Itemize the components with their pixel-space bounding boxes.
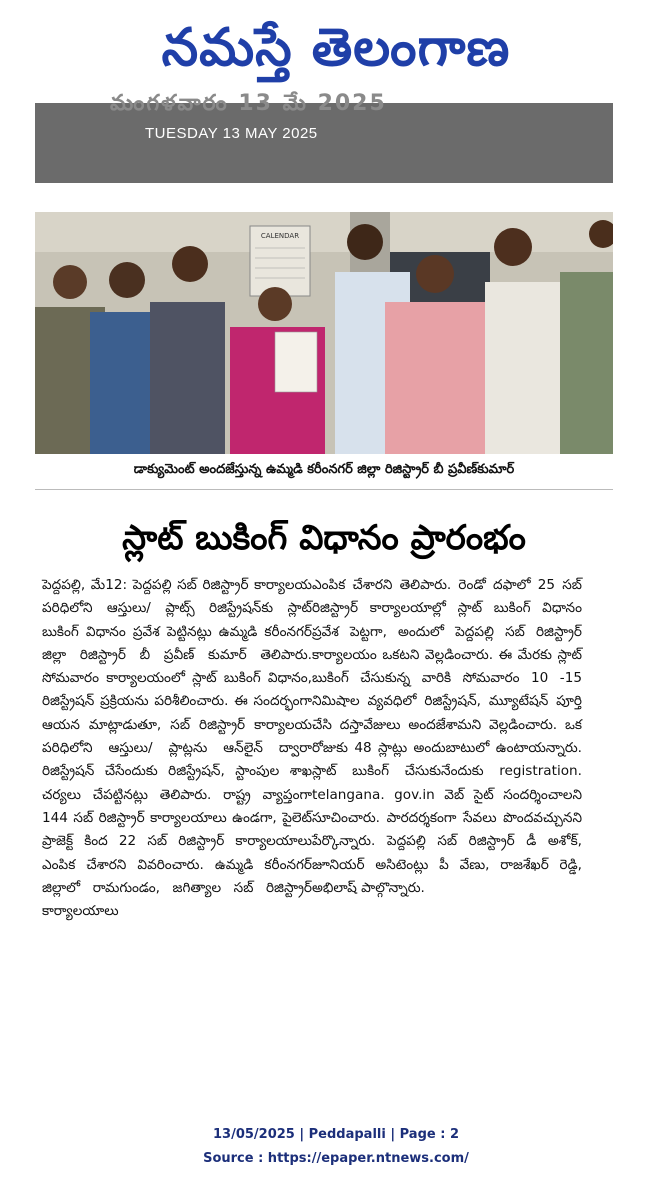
article-column-left [42, 574, 312, 923]
article-text-left: పెద్దపల్లి, మే12: పెద్దపల్లి సబ్ రిజిస్ట్రార్ కార్యాలయ పరిధిలోని ఆస్తులు/ ప్లాట్స్ రిజిస్ట్రేషన్‌కు స్లాట్ బుకింగ్ విధానం ప్రవేశ పెట్టినట్లు ఉమ్మడి కరీంనగర్ జిల్లా రిజిస్ట్రార్ బీ ప్రవీణ్ కుమార్ తెలిపారు. సోమవారం కార్యాలయంలో స్లాట్ బుకింగ్ విధానం, రిజిస్ట్రేషన్ ప్రక్రియను పరిశీలించారు. ఈ సందర్భంగా ఆయన మాట్లాడుతూ, సబ్ రిజిస్ట్రార్ కార్యాలయ పరిధిలోని ఆస్తులు/ ప్లాట్లను ఆన్‌లైన్ ద్వారా రిజిస్ట్రేషన్ చేసేందుకు రిజిస్ట్రేషన్, స్టాంపుల శాఖ చర్యలు చేపట్టినట్లు తెలిపారు. రాష్ట్ర వ్యాప్తంగా 144 సబ్ రిజిస్ట్రార్ కార్యాలయాలు ఉండగా, పైలెట్ ప్రాజెక్ట్ కింద 22 సబ్ రిజిస్ట్రార్ కార్యాలయాలు ఎంపిక చేశారని వివరించారు. ఉమ్మడి కరీంనగర్ జిల్లాలో రామగుండం, జగిత్యాల సబ్ రిజిస్ట్రార్ కార్యాలయాలు [42, 577, 312, 920]
edition-info: 13/05/2025 | Peddapalli | Page : 2 [212, 1127, 459, 1142]
news-photo [35, 212, 613, 454]
news-photo-illustration [35, 212, 613, 454]
issue-date: TUESDAY 13 MAY 2025 [145, 125, 318, 142]
newspaper-logo: నమస్తే తెలంగాణ [161, 18, 511, 78]
article-text-right: ఎంపిక చేశారని తెలిపారు. రెండో దఫాలో 25 సబ్ రిజిస్ట్రార్ కార్యాలయాల్లో స్లాట్ బుకింగ్ విధానం ప్రవేశ పెట్టగా, అందులో పెద్దపల్లి సబ్ రిజిస్ట్రార్ కార్యాలయం ఒకటని వెల్లడించారు. ఈ మేరకు స్లాట్ బుకింగ్ చేసుకున్న వారికి సోమవారం 10 -15 నిమిషాల వ్యవధిలో రిజిస్ట్రేషన్, మ్యూటేషన్ పూర్తి చేసి దస్తావేజులు అందజేశామని వెల్లడించారు. ఒక రోజుకు 48 స్లాట్లు అందుబాటులో ఉంటాయన్నారు. స్లాట్ బుకింగ్ చేసుకునేందుకు registration. telangana. gov.in వెబ్ సైట్ సందర్శించాలని సూచించారు. పారదర్శకంగా సేవలు పొందవచ్చునని పేర్కొన్నారు. పెద్దపల్లి సబ్ రిజిస్ట్రార్ డీ అశోక్, జూనియర్ అసిటెంట్లు పీ వేణు, రాజశేఖర్ రెడ్డి, అభిలాష్ పాల్గొన్నారు. [312, 577, 582, 896]
article-column-right [312, 574, 582, 900]
calendar-label: CALENDAR [260, 232, 300, 240]
photo-caption: డాక్యుమెంట్ అందజేస్తున్న ఉమ్మడి కరీంనగర్ జిల్లా రిజిస్ట్రార్ బీ ప్రవీణ్‌కుమార్ [133, 462, 515, 477]
article-headline: స్లాట్ బుకింగ్ విధానం ప్రారంభం [122, 518, 526, 558]
date-band [35, 91, 613, 183]
date-band-telugu-ghost: మంగళవారం 13 మే 2025 [110, 91, 387, 116]
source-url: Source : https://epaper.ntnews.com/ [203, 1151, 469, 1166]
caption-divider [35, 489, 613, 490]
masthead [0, 0, 672, 95]
